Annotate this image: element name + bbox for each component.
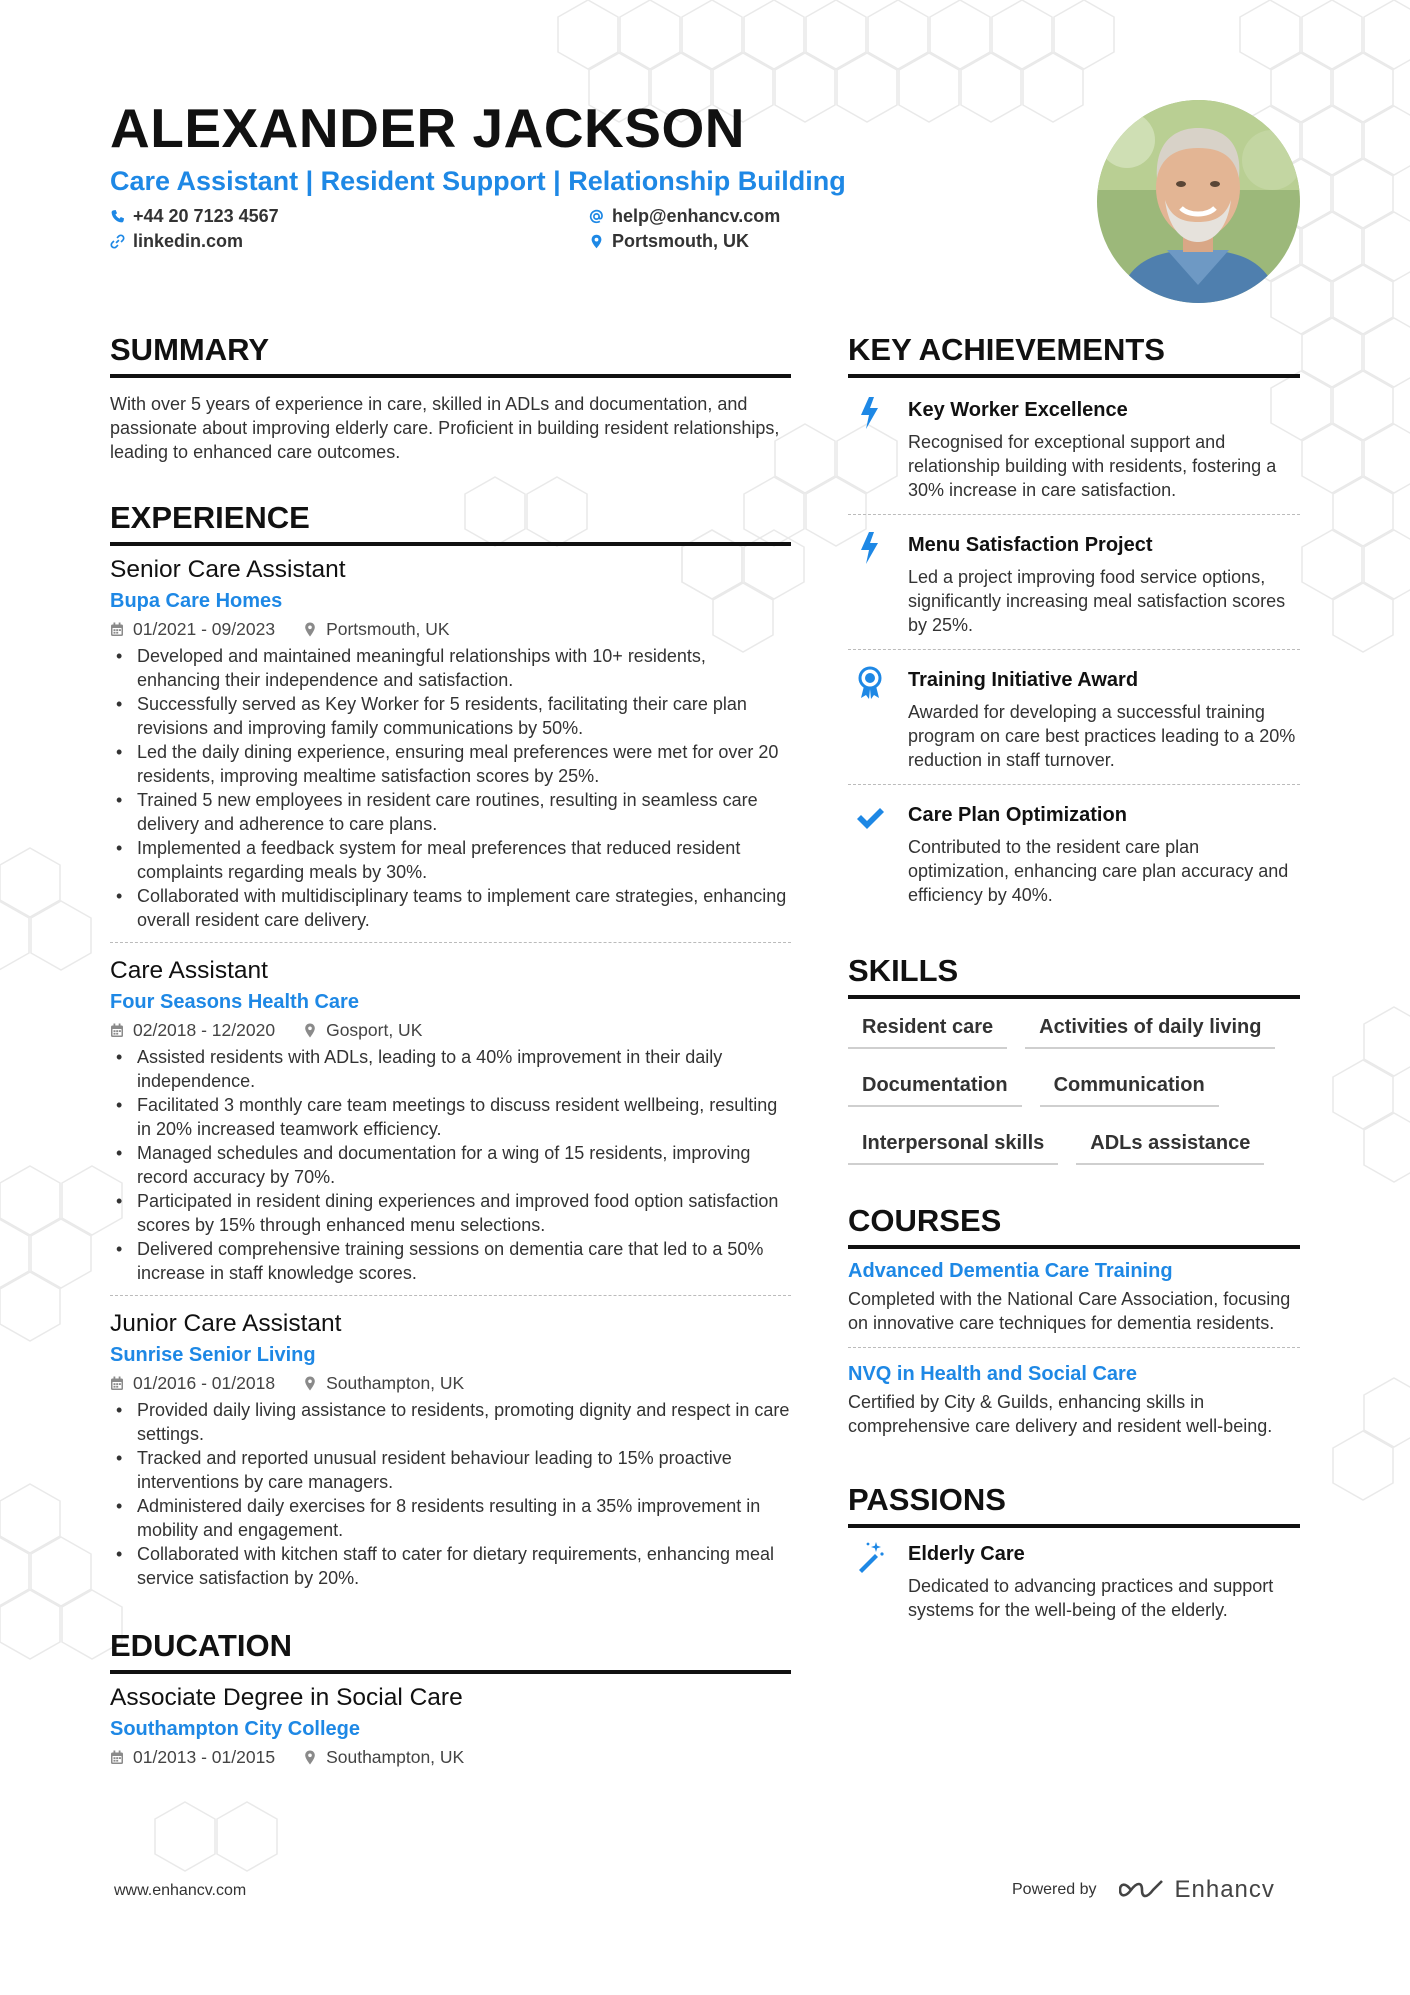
- company-name: Four Seasons Health Care: [110, 991, 359, 1013]
- list-item: • Led the daily dining experience, ensuring meal preferences were met for over 20 residents, improving mealtime satisfaction scores by 25%.: [110, 740, 791, 788]
- list-item: • Tracked and reported unusual resident behaviour leading to 15% proactive interventions by care managers.: [110, 1446, 791, 1494]
- dates-text: 01/2013 - 01/2015: [133, 1747, 276, 1767]
- experience-entry: [110, 554, 791, 942]
- job-meta: [110, 616, 791, 642]
- calendar-icon: [110, 1023, 124, 1038]
- job-location: [303, 1017, 422, 1043]
- phone-icon: [110, 209, 125, 224]
- award-ribbon-icon: [856, 666, 884, 700]
- map-pin-icon: [303, 1376, 317, 1391]
- job-title: Senior Care Assistant: [110, 556, 346, 583]
- job-location: [303, 1370, 464, 1396]
- list-item: • Administered daily exercises for 8 residents resulting in a 35% improvement in mobility and engagement.: [110, 1494, 791, 1542]
- brand-logo[interactable]: [1119, 1876, 1275, 1904]
- job-dates: [110, 1017, 275, 1043]
- skill-tag: Communication: [1040, 1061, 1219, 1107]
- phone-number: +44 20 7123 4567: [133, 206, 279, 226]
- education-dates: [110, 1744, 275, 1770]
- courses-heading: COURSES: [848, 1201, 1300, 1249]
- job-bullets: [110, 1045, 791, 1285]
- linkedin-contact[interactable]: [110, 229, 243, 253]
- achievement-desc: Contributed to the resident care plan optimization, enhancing care plan accuracy and efficiency by 40%.: [908, 837, 1289, 905]
- map-pin-icon: [589, 234, 604, 249]
- list-item: • Delivered comprehensive training sessions on dementia care that led to a 50% increase in staff knowledge scores.: [110, 1237, 791, 1285]
- map-pin-icon: [303, 1023, 317, 1038]
- course-item: [848, 1347, 1300, 1450]
- job-location: [303, 616, 450, 642]
- resume-header: [110, 96, 1070, 260]
- job-title: Junior Care Assistant: [110, 1310, 342, 1337]
- location-text: Southampton, UK: [326, 1373, 465, 1393]
- job-dates: [110, 1370, 275, 1396]
- skill-tag: Documentation: [848, 1061, 1022, 1107]
- lightning-icon: [856, 396, 884, 430]
- list-item: • Facilitated 3 monthly care team meetings to discuss resident wellbeing, resulting in 20% increased teamwork efficiency.: [110, 1093, 791, 1141]
- passions-heading: PASSIONS: [848, 1480, 1300, 1528]
- degree-title: Associate Degree in Social Care: [110, 1684, 463, 1711]
- calendar-icon: [110, 1376, 124, 1391]
- dates-text: 01/2016 - 01/2018: [133, 1373, 276, 1393]
- course-title: Advanced Dementia Care Training: [848, 1260, 1173, 1282]
- email-contact[interactable]: [589, 204, 780, 228]
- job-bullets: [110, 1398, 791, 1590]
- skill-tag: Resident care: [848, 1003, 1007, 1049]
- experience-entry: [110, 942, 791, 1295]
- achievement-item: [848, 396, 1300, 514]
- dates-text: 02/2018 - 12/2020: [133, 1020, 276, 1040]
- phone-contact: [110, 204, 279, 228]
- list-item: • Successfully served as Key Worker for 5 residents, facilitating their care plan revisions and improving family communications by 50%.: [110, 692, 791, 740]
- location-text: Portsmouth, UK: [326, 619, 450, 639]
- passion-title: Elderly Care: [908, 1543, 1025, 1565]
- company-name: Bupa Care Homes: [110, 590, 283, 612]
- education-heading: EDUCATION: [110, 1626, 791, 1674]
- achievement-item: [848, 514, 1300, 649]
- achievement-item: [848, 784, 1300, 919]
- footer-branding: [1012, 1876, 1275, 1904]
- list-item: • Collaborated with kitchen staff to cater for dietary requirements, enhancing meal service satisfaction by 20%.: [110, 1542, 791, 1590]
- passion-desc: Dedicated to advancing practices and support systems for the well-being of the elderly.: [908, 1576, 1274, 1620]
- summary-section: [110, 330, 791, 464]
- experience-heading: EXPERIENCE: [110, 498, 791, 546]
- passions-section: [848, 1480, 1300, 1634]
- link-icon: [110, 234, 125, 249]
- job-dates: [110, 616, 275, 642]
- skill-tag: Interpersonal skills: [848, 1119, 1058, 1165]
- checkmark-icon: [856, 801, 884, 835]
- achievement-desc: Awarded for developing a successful training program on care best practices leading to a 20% reduction in staff turnover.: [908, 702, 1296, 770]
- course-desc: Completed with the National Care Association, focusing on innovative care techniques for dementia residents.: [848, 1289, 1291, 1333]
- education-section: [110, 1626, 791, 1770]
- list-item: • Developed and maintained meaningful relationships with 10+ residents, enhancing their independence and satisfaction.: [110, 644, 791, 692]
- list-item: • Implemented a feedback system for meal preferences that reduced resident complaints regarding meals by 30%.: [110, 836, 791, 884]
- education-location: [303, 1744, 464, 1770]
- lightning-icon: [856, 531, 884, 565]
- brand-name: Enhancv: [1174, 1876, 1275, 1903]
- achievement-title: Training Initiative Award: [908, 669, 1139, 691]
- achievement-item: [848, 649, 1300, 784]
- candidate-name: ALEXANDER JACKSON: [110, 97, 745, 159]
- job-meta: [110, 1017, 791, 1043]
- calendar-icon: [110, 1750, 124, 1765]
- map-pin-icon: [303, 1750, 317, 1765]
- job-title: Care Assistant: [110, 957, 268, 984]
- experience-section: [110, 498, 791, 1600]
- profile-photo: [1097, 100, 1300, 303]
- skills-heading: SKILLS: [848, 951, 1300, 999]
- location-text: Portsmouth, UK: [612, 231, 749, 251]
- achievement-title: Menu Satisfaction Project: [908, 534, 1153, 556]
- list-item: • Participated in resident dining experiences and improved food option satisfaction scores by 15% through enhanced menu selections.: [110, 1189, 791, 1237]
- list-item: • Assisted residents with ADLs, leading to a 40% improvement in their daily independence.: [110, 1045, 791, 1093]
- footer-website[interactable]: www.enhancv.com: [114, 1882, 247, 1899]
- list-item: • Trained 5 new employees in resident care routines, resulting in seamless care delivery and adherence to care plans.: [110, 788, 791, 836]
- skills-section: [848, 951, 1300, 1177]
- skill-tag: ADLs assistance: [1076, 1119, 1264, 1165]
- skill-tag: Activities of daily living: [1025, 1003, 1275, 1049]
- linkedin-url: linkedin.com: [133, 231, 244, 251]
- job-meta: [110, 1370, 791, 1396]
- achievement-desc: Led a project improving food service options, significantly increasing meal satisfaction scores by 25%.: [908, 567, 1286, 635]
- location-contact: [589, 229, 749, 253]
- location-text: Gosport, UK: [326, 1020, 423, 1040]
- left-column: [110, 330, 791, 1772]
- list-item: • Provided daily living assistance to residents, promoting dignity and respect in care settings.: [110, 1398, 791, 1446]
- summary-text: With over 5 years of experience in care, skilled in ADLs and documentation, and passionate about improving elderly care. Proficient in building resident relationships, leading to enhanced care outcomes.: [110, 394, 780, 462]
- list-item: • Collaborated with multidisciplinary teams to implement care strategies, enhancing overall resident care delivery.: [110, 884, 791, 932]
- at-sign-icon: [589, 209, 604, 224]
- powered-by-label: Powered by: [1012, 1881, 1097, 1898]
- education-meta: [110, 1744, 791, 1770]
- right-column: [848, 330, 1300, 1634]
- course-title: NVQ in Health and Social Care: [848, 1363, 1137, 1385]
- job-bullets: [110, 644, 791, 932]
- magic-wand-icon: [856, 1540, 884, 1574]
- company-name: Sunrise Senior Living: [110, 1344, 316, 1366]
- achievements-section: [848, 330, 1300, 919]
- location-text: Southampton, UK: [326, 1747, 465, 1767]
- passion-item: [848, 1540, 1300, 1634]
- calendar-icon: [110, 622, 124, 637]
- list-item: • Managed schedules and documentation for a wing of 15 residents, improving record accuracy by 70%.: [110, 1141, 791, 1189]
- enhancv-logo-icon: [1119, 1878, 1165, 1902]
- achievement-title: Key Worker Excellence: [908, 399, 1128, 421]
- course-desc: Certified by City & Guilds, enhancing skills in comprehensive care delivery and resident well-being.: [848, 1392, 1273, 1436]
- experience-entry: [110, 1295, 791, 1600]
- dates-text: 01/2021 - 09/2023: [133, 619, 276, 639]
- courses-section: [848, 1201, 1300, 1450]
- achievements-heading: KEY ACHIEVEMENTS: [848, 330, 1300, 378]
- map-pin-icon: [303, 622, 317, 637]
- achievement-title: Care Plan Optimization: [908, 804, 1127, 826]
- school-name: Southampton City College: [110, 1718, 360, 1740]
- achievement-desc: Recognised for exceptional support and relationship building with residents, fostering a 30% increase in care satisfaction.: [908, 432, 1277, 500]
- skills-list: [848, 1003, 1300, 1177]
- candidate-title: Care Assistant | Resident Support | Relationship Building: [110, 166, 846, 196]
- email-address: help@enhancv.com: [612, 206, 781, 226]
- course-item: [848, 1257, 1300, 1347]
- contact-info: [110, 204, 1070, 260]
- summary-heading: SUMMARY: [110, 330, 791, 378]
